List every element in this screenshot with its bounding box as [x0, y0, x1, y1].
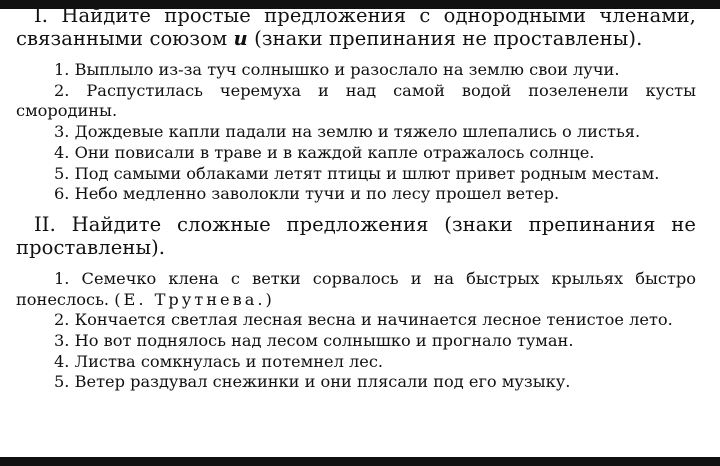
list-item: 5. Под самыми облаками летят птицы и шлют привет родным местам.	[54, 163, 660, 183]
list-item: 1. Выплыло из-за туч солнышко и разослало на землю свои лучи.	[54, 60, 620, 79]
list-item	[16, 269, 696, 310]
section-2-heading-text: Найдите сложные предложения (знаки препинания не проставлены).	[16, 212, 696, 259]
conjunction-i: и	[233, 27, 248, 50]
list-item: 3. Но вот поднялось над лесом солнышко и прогнало туман.	[54, 331, 574, 351]
section-2-heading	[16, 213, 696, 259]
bottom-border	[0, 457, 720, 466]
section-1-list	[16, 60, 696, 205]
section-1-numeral: I.	[34, 4, 49, 27]
section-2-list	[16, 269, 696, 393]
list-item: 3. Дождевые капли падали на землю и тяжело шлепались о листья.	[54, 122, 641, 142]
exercise-page	[16, 4, 696, 393]
list-item: 2. Распустилась черемуха и над самой водой позеленели кусты смородины.	[16, 80, 696, 121]
section-2	[16, 213, 696, 393]
section-2-numeral: II.	[34, 212, 56, 236]
section-1-heading	[16, 4, 696, 50]
list-item-text: 1. Семечко клена с ветки сорвалось и на быстрых крыльях быстро понеслось.	[16, 268, 696, 309]
author-attribution: (Е. Трутнева.)	[114, 289, 275, 309]
list-item: 4. Они повисали в траве и в каждой капле отражалось солнце.	[54, 142, 595, 162]
list-item: 5. Ветер раздувал снежинки и они плясали под его музыку.	[54, 372, 571, 392]
list-item: 4. Листва сомкнулась и потемнел лес.	[54, 351, 384, 371]
section-1-heading-text-end: (знаки препинания не проставлены).	[247, 27, 643, 50]
list-item: 2. Кончается светлая лесная весна и начинается лесное тенистое лето.	[54, 310, 673, 330]
section-1-heading-text: Найдите простые предложения с однородными членами, связанными союзом	[16, 4, 696, 50]
list-item: 6. Небо медленно заволокли тучи и по лесу прошел ветер.	[54, 184, 560, 204]
